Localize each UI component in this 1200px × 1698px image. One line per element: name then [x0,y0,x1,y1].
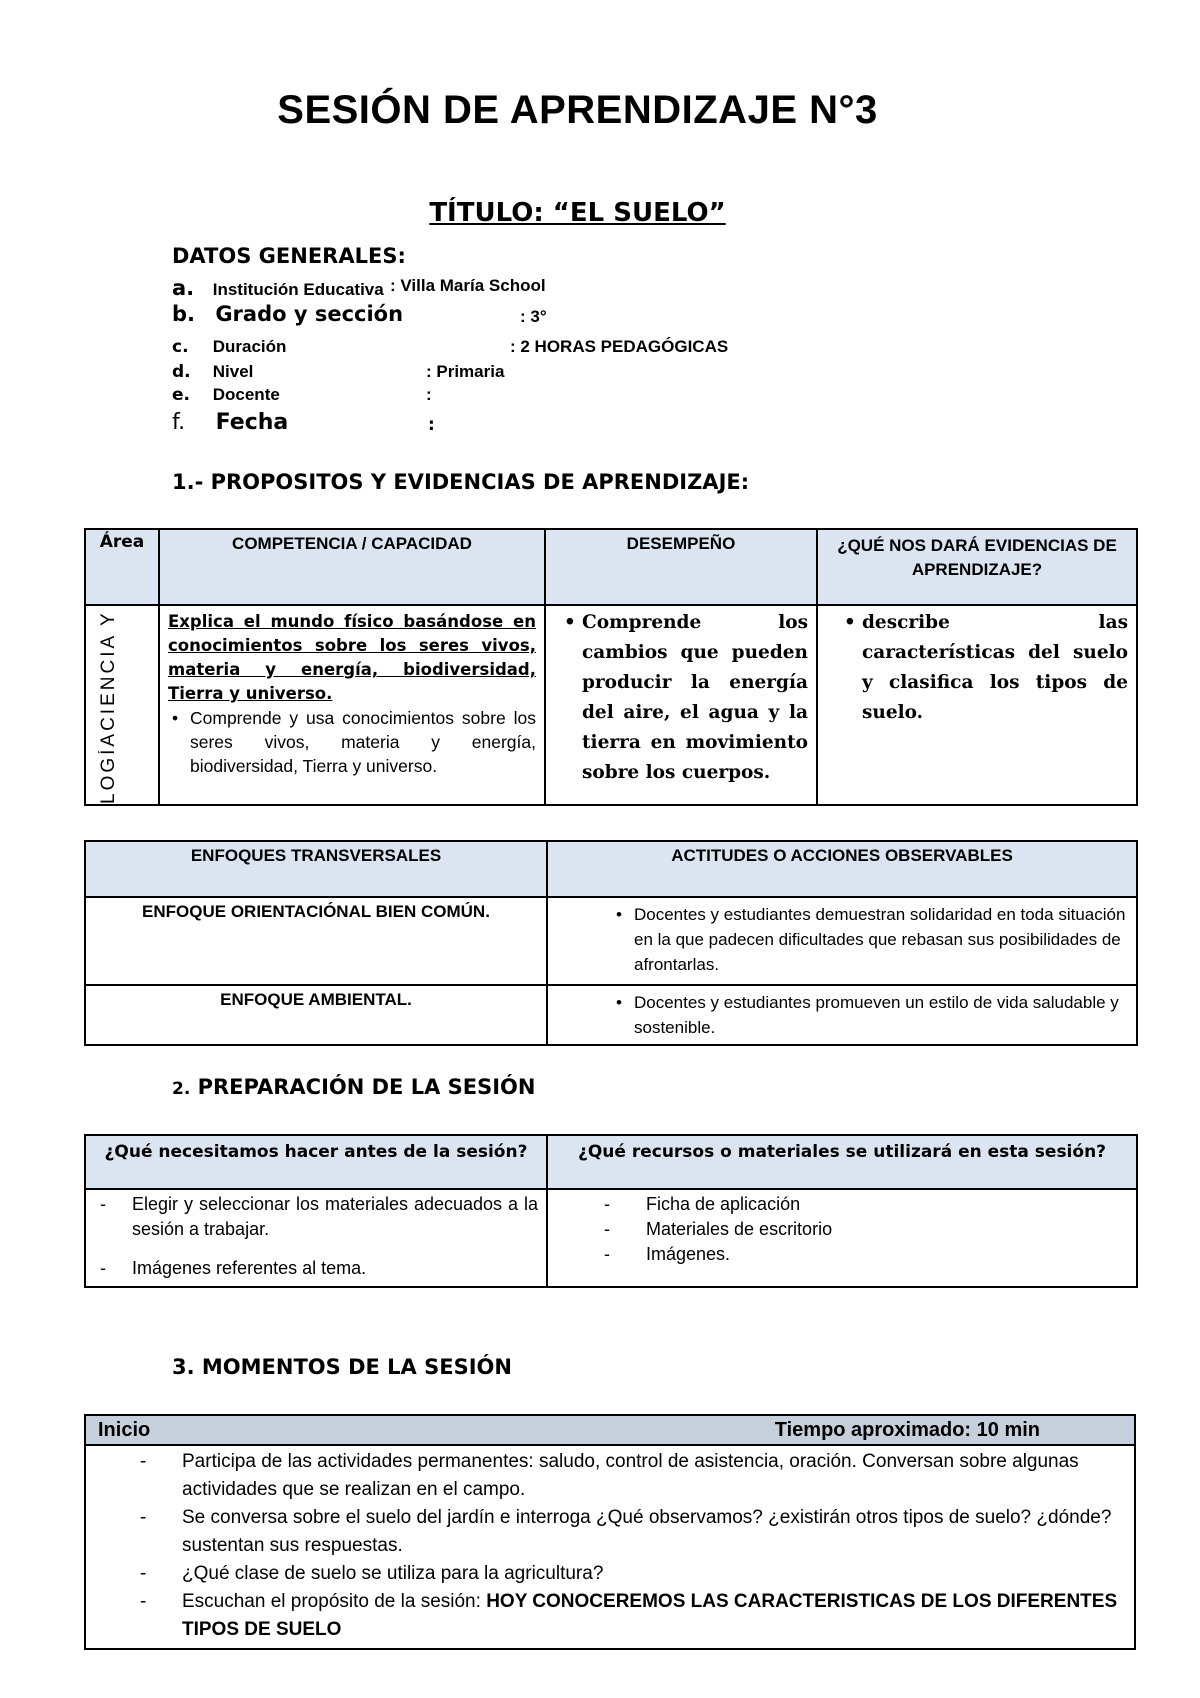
accion-list [556,990,1128,1040]
propositos-table [84,528,1138,806]
evidencia-cell [817,605,1137,805]
section2-number: 2. [172,1079,191,1099]
dato-value: : Villa María School [390,276,546,295]
dato-value: : 3° [520,307,547,326]
header-evidencias: ¿QUÉ NOS DARÁ EVIDENCIAS DE APRENDIZAJE? [817,529,1137,605]
momentos-table [84,1414,1136,1650]
recurso-item: - Ficha de aplicación [598,1192,1128,1217]
header-antes: ¿Qué necesitamos hacer antes de la sesión? [85,1135,547,1189]
dato-value: : [428,415,435,435]
dato-docente [172,385,432,405]
enfoque-name: ENFOQUE AMBIENTAL. [85,985,547,1045]
dato-label: Docente [212,385,280,404]
dato-label: Institución Educativa [212,280,384,299]
recursos-cell [547,1189,1137,1287]
inicio-item: - Participa de las actividades permanentes: saludo, control de asistencia, oración. Conversan sobre algunas actividades que se realizan en el campo. [134,1448,1126,1504]
proposito-prefix: Escuchan el propósito de la sesión: [182,1591,487,1612]
dato-fecha [172,410,435,435]
dato-value: : Primaria [426,362,505,381]
enfoque-accion-cell [547,897,1137,985]
dato-value: : [426,385,432,404]
session-subtitle [0,198,1155,228]
page-title: SESIÓN DE APRENDIZAJE N°3 [277,88,878,132]
capacidad-list [168,706,536,778]
tiempo-label: Tiempo aproximado: 10 min [774,1419,1040,1441]
inicio-body [85,1445,1135,1649]
datos-generales-heading: DATOS GENERALES: [172,244,406,268]
dato-value: : 2 HORAS PEDAGÓGICAS [510,337,729,356]
proposito-text: HOY CONOCEREMOS LAS CARACTERISTICAS DE LOS DIFERENTES TIPOS DE SUELO [182,1591,1118,1640]
header-enfoques: ENFOQUES TRANSVERSALES [85,841,547,897]
dato-letter: e. [172,385,190,405]
recurso-item: - Materiales de escritorio [598,1217,1128,1242]
header-competencia: COMPETENCIA / CAPACIDAD [159,529,545,605]
accion-list [556,902,1128,977]
header-actitudes: ACTITUDES O ACCIONES OBSERVABLES [547,841,1137,897]
section2-title: PREPARACIÓN DE LA SESIÓN [197,1075,536,1099]
section3-heading: 3. MOMENTOS DE LA SESIÓN [172,1355,512,1379]
inicio-label: Inicio [98,1419,151,1441]
dato-grado [172,302,547,326]
header-desempeno: DESEMPEÑO [545,529,817,605]
dato-letter: c. [172,337,189,357]
evidencia-item: • describe las características del suelo y clasifica los tipos de suelo. [862,608,1128,728]
dato-nivel [172,362,505,382]
dato-label: Grado y sección [215,302,404,326]
inicio-item: - ¿Qué clase de suelo se utiliza para la agricultura? [134,1560,1126,1588]
inicio-list [94,1448,1126,1644]
enfoques-table [84,840,1138,1046]
section2-heading [172,1075,536,1099]
preparacion-table [84,1134,1138,1288]
antes-cell [85,1189,547,1287]
accion-item: • Docentes y estudiantes promueven un estilo de vida saludable y sostenible. [634,990,1128,1040]
header-area: Área [85,529,159,605]
section1-heading: 1.- PROPOSITOS Y EVIDENCIAS DE APRENDIZAJE: [172,470,750,494]
dato-letter: b. [172,302,196,326]
inicio-item-proposito [134,1588,1126,1644]
header-recursos: ¿Qué recursos o materiales se utilizará en esta sesión? [547,1135,1137,1189]
capacidad-item: • Comprende y usa conocimientos sobre los seres vivos, materia y energía, biodiversidad, Tierra y universo. [190,706,536,778]
area-text: LOGÍACIENCIA Y [98,610,119,804]
dato-letter: d. [172,362,191,382]
antes-item: - Imágenes referentes al tema. [94,1256,538,1281]
dato-label: Nivel [212,362,254,381]
dato-duracion [172,337,729,357]
inicio-item: - Se conversa sobre el suelo del jardín e interroga ¿Qué observamos? ¿existirán otros tipos de suelo? ¿dónde? sustentan sus respuestas. [134,1504,1126,1560]
recurso-item: - Imágenes. [598,1242,1128,1267]
desempeno-item: • Comprende los cambios que pueden producir la energía del aire, el agua y la tierra en movimiento sobre los cuerpos. [582,608,808,788]
enfoque-accion-cell [547,985,1137,1045]
antes-item: - Elegir y seleccionar los materiales adecuados a la sesión a trabajar. [94,1192,538,1242]
antes-list [94,1192,538,1281]
desempeno-cell [545,605,817,805]
accion-item: • Docentes y estudiantes demuestran solidaridad en toda situación en la que padecen dificultades que rebasan sus posibilidades de afrontarlas. [634,902,1128,977]
competencia-cell [159,605,545,805]
dato-letter: f. [172,410,186,435]
desempeno-list [554,608,808,788]
subtitle-text: TÍTULO: “EL SUELO” [429,198,726,228]
competencia-text: Explica el mundo físico basándose en conocimientos sobre los seres vivos, materia y energía, biodiversidad, Tierra y universo. [168,612,536,703]
recursos-list [556,1192,1128,1267]
evidencia-list [826,608,1128,728]
inicio-header [85,1415,1135,1445]
enfoque-name: ENFOQUE ORIENTACIÓNAL BIEN COMÚN. [85,897,547,985]
area-cell [85,605,159,805]
dato-letter: a. [172,276,195,300]
dato-label: Duración [212,337,287,356]
dato-institucion [172,276,546,300]
dato-label: Fecha [215,410,289,435]
